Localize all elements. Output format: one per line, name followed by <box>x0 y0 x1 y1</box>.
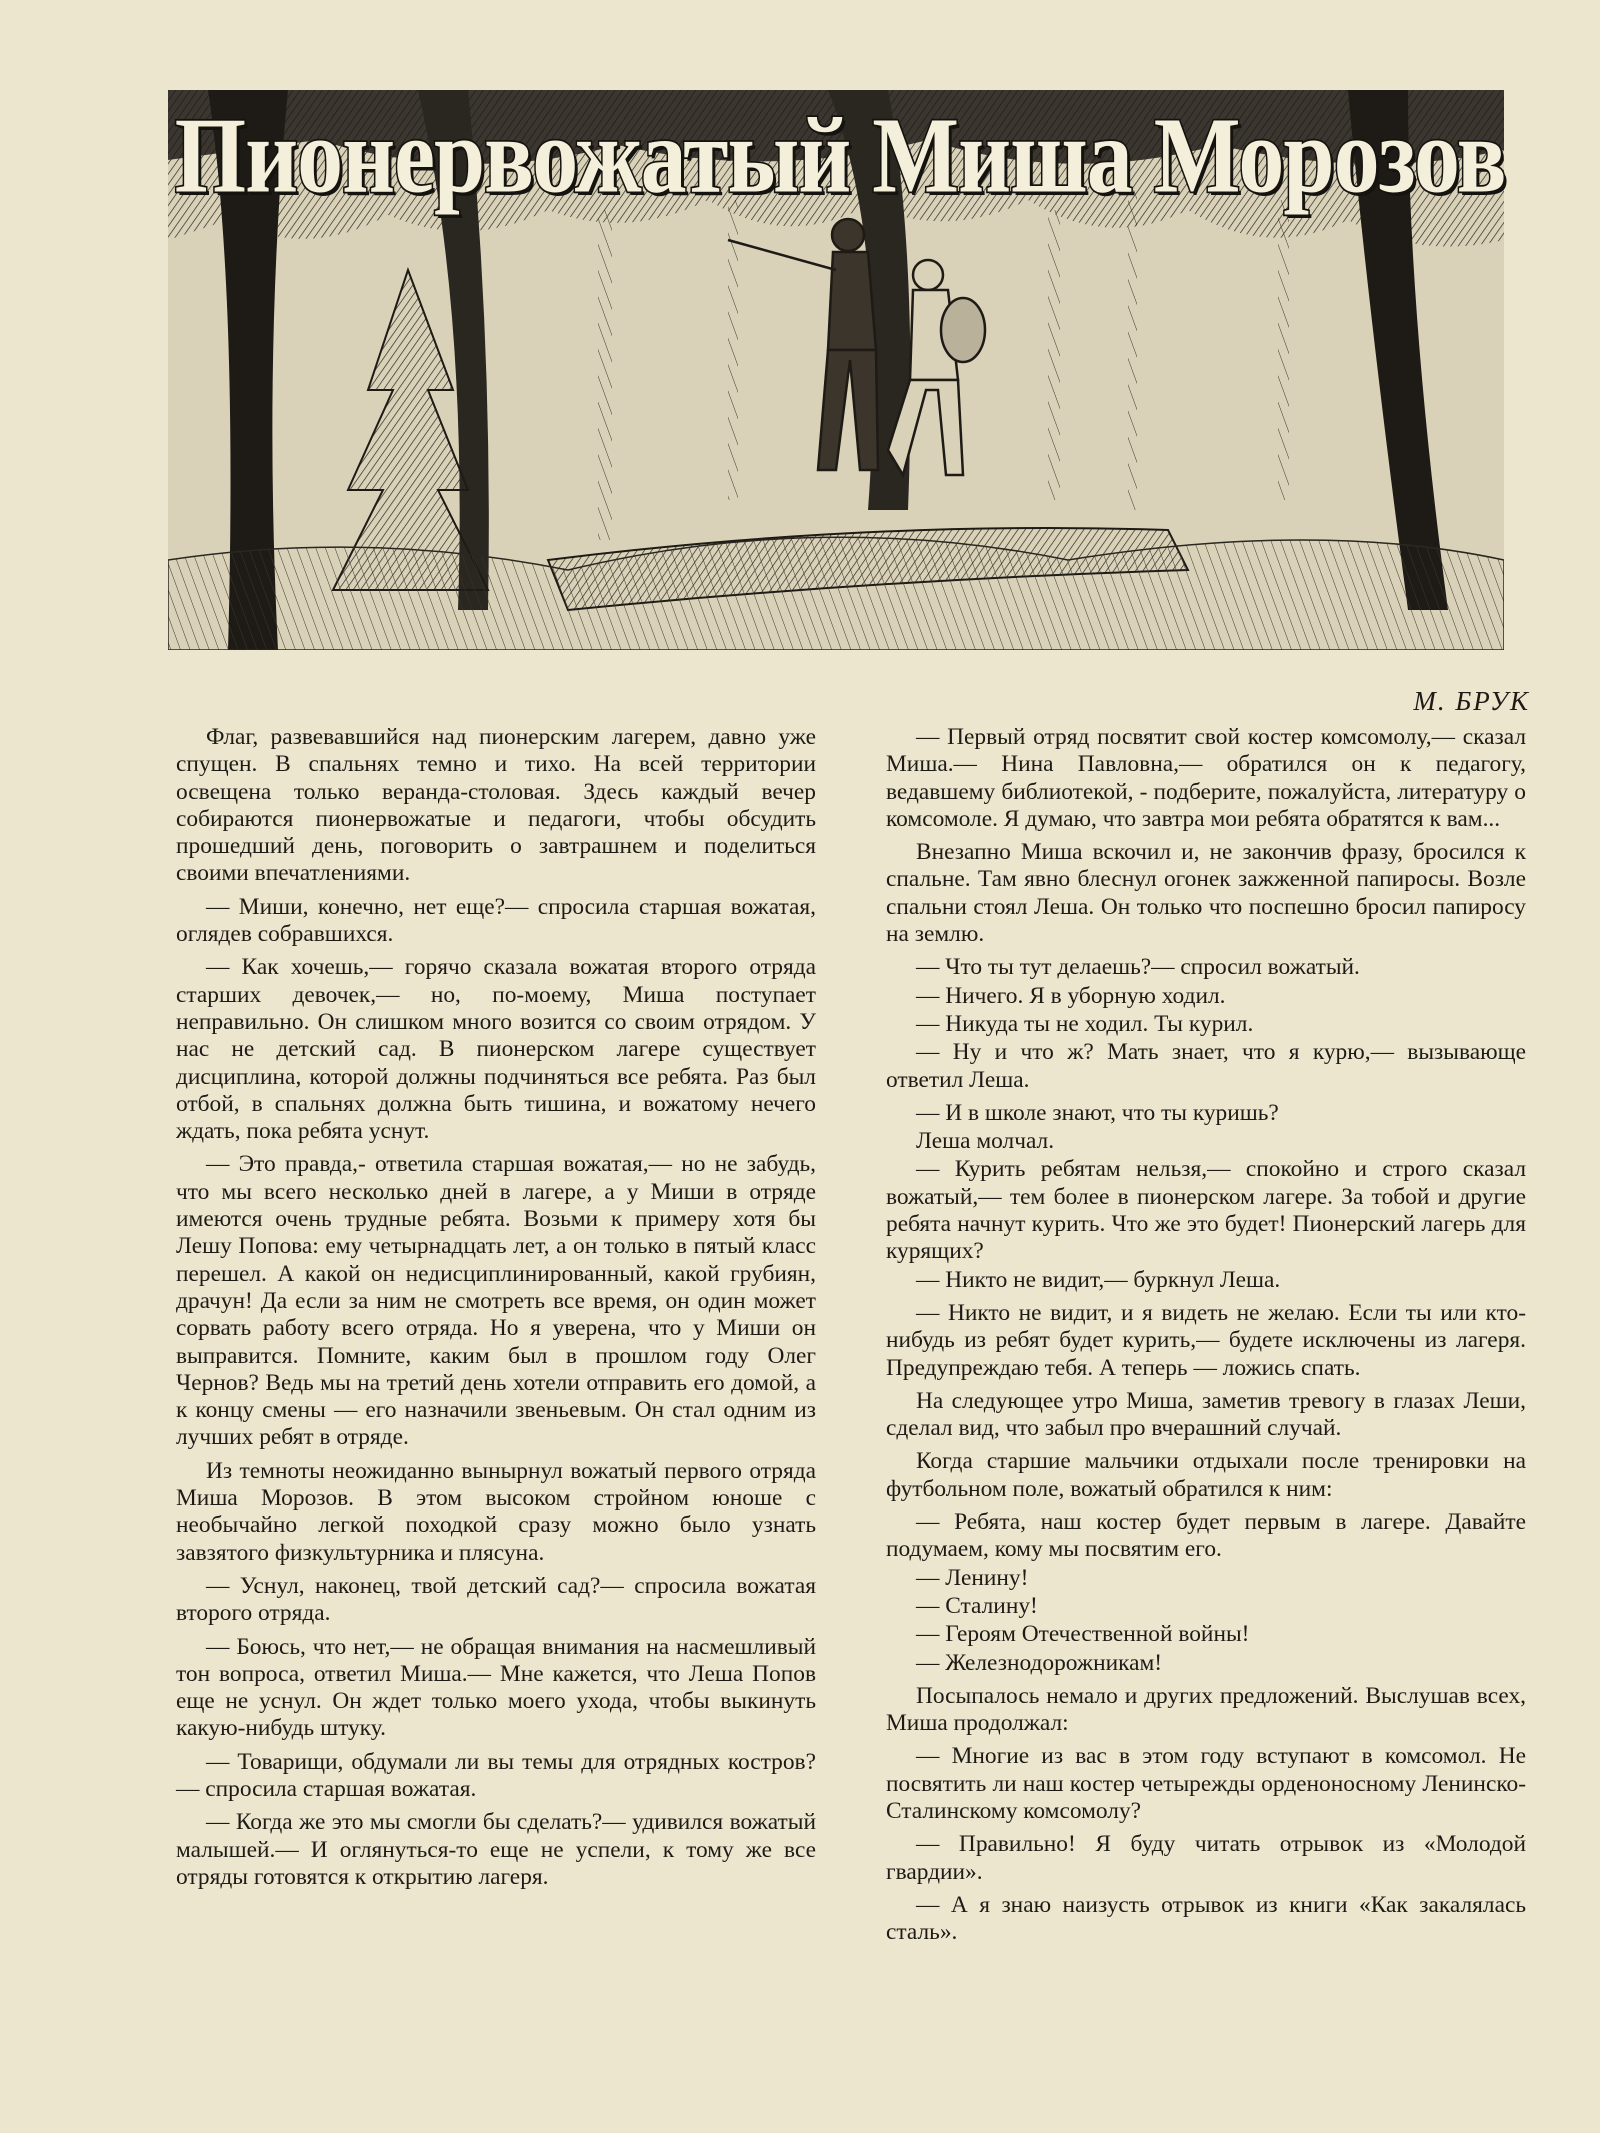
author-byline: М. БРУК <box>1413 686 1530 716</box>
paragraph: Флаг, развевавшийся над пионерским лагерем, давно уже спущен. В спальнях темно и тихо. На всей территории освещена только веранда-столовая. Здесь каждый вечер собираются пионервожатые и педагоги, чтобы обсудить прошедший день, поговорить о завтрашнем и поделиться своими впечатлениями. <box>176 724 816 887</box>
paragraph: — А я знаю наизусть отрывок из книги «Как закалялась сталь». <box>886 1891 1526 1946</box>
paragraph: — Никто не видит, и я видеть не желаю. Если ты или кто-нибудь из ребят будет курить,— будете исключены из лагеря. Предупреждаю тебя. А теперь — ложись спать. <box>886 1299 1526 1381</box>
paragraph: — Сталину! <box>916 1592 1038 1619</box>
paragraph: — Курить ребятам нельзя,— спокойно и строго сказал вожатый,— тем более в пионерском лагере. За тобой и другие ребята начнут курить. Что же это будет! Пионерский лагерь для курящих? <box>886 1156 1526 1265</box>
paragraph: — Миши, конечно, нет еще?— спросила старшая вожатая, оглядев собравшихся. <box>176 893 816 948</box>
paragraph: — Ребята, наш костер будет первым в лагере. Давайте подумаем, кому мы посвятим его. <box>886 1509 1526 1563</box>
paragraph: Леша молчал. <box>916 1128 1055 1155</box>
paragraph: — Никто не видит,— буркнул Леша. <box>916 1266 1281 1293</box>
paragraph: — Правильно! Я буду читать отрывок из «Молодой гвардии». <box>886 1831 1526 1885</box>
paragraph: — Что ты тут делаешь?— спросил вожатый. <box>916 954 1360 981</box>
paragraph: — Уснул, наконец, твой детский сад?— спросила вожатая второго отряда. <box>176 1572 816 1627</box>
paragraph: — Железнодорожникам! <box>916 1649 1163 1676</box>
paragraph: — Это правда,- ответила старшая вожатая,— но не забудь, что мы всего несколько дней в лагере, а у Миши в отряде имеются очень трудные ребята. Возьми к примеру хотя бы Лешу Попова: ему четырнадцать лет, а он только в пятый класс перешел. А какой он недисциплинированный, какой грубиян, драчун! Да если за ним не смотреть все время, он один может сорвать работу всего отряда. Но я уверена, что у Миши он выправится. Помните, каким был в прошлом году Олег Чернов? Ведь мы на третий день хотели отправить его домой, а к концу смены — его назначили звеньевым. Он стал одним из лучших ребят в отряде. <box>176 1151 816 1451</box>
paragraph: — Ленину! <box>916 1564 1029 1591</box>
paragraph: — Никуда ты не ходил. Ты курил. <box>916 1010 1254 1037</box>
paragraph: — Ну и что ж? Мать знает, что я курю,— вызывающе ответил Леша. <box>886 1039 1526 1093</box>
paragraph: — И в школе знают, что ты куришь? <box>916 1099 1279 1126</box>
right-column <box>886 724 1526 1952</box>
paragraph: Из темноты неожиданно вынырнул вожатый первого отряда Миша Морозов. В этом высоком стройном юноше с необычайно легкой походкой сразу можно было узнать завзятого физкультурника и плясуна. <box>176 1457 816 1566</box>
left-column <box>176 724 816 1897</box>
paragraph: Внезапно Миша вскочил и, не закончив фразу, бросился к спальне. Там явно блеснул огонек зажженной папиросы. Возле спальни стоял Леша. Он только что поспешно бросил папиросу на землю. <box>886 839 1526 948</box>
article-title: Пионервожатый Миша Морозов <box>174 94 1506 216</box>
paragraph: — Как хочешь,— горячо сказала вожатая второго отряда старших девочек,— но, по-моему, Миша поступает неправильно. Он слишком много возится со своим отрядом. У нас не детский сад. В пионерском лагере существует дисциплина, которой должны подчиняться все ребята. Раз был отбой, в спальнях должна быть тишина, и вожатому нечего ждать, пока ребята уснут. <box>176 954 816 1145</box>
paragraph: — Первый отряд посвятит свой костер комсомолу,— сказал Миша.— Нина Павловна,— обратился он к педагогу, ведавшему библиотекой, - подберите, пожалуйста, литературу о комсомоле. Я думаю, что завтра мои ребята обратятся к вам... <box>886 724 1526 832</box>
paragraph: Когда старшие мальчики отдыхали после тренировки на футбольном поле, вожатый обратился к ним: <box>886 1448 1526 1502</box>
paragraph: — Товарищи, обдумали ли вы темы для отрядных костров?— спросила старшая вожатая. <box>176 1748 816 1802</box>
paragraph: На следующее утро Миша, заметив тревогу в глазах Леши, сделал вид, что забыл про вчерашний случай. <box>886 1387 1526 1442</box>
paragraph: — Боюсь, что нет,— не обращая внимания на насмешливый тон вопроса, ответил Миша.— Мне кажется, что Леша Попов еще не уснул. Он ждет только моего ухода, чтобы выкинуть какую-нибудь штуку. <box>176 1633 816 1742</box>
paragraph: Посыпалось немало и других предложений. Выслушав всех, Миша продолжал: <box>886 1682 1526 1737</box>
paragraph: — Ничего. Я в уборную ходил. <box>916 982 1226 1009</box>
paragraph: — Когда же это мы смогли бы сделать?— удивился вожатый малышей.— И оглянуться-то еще не успели, к тому же все отряды готовятся к открытию лагеря. <box>176 1809 816 1890</box>
paragraph: — Героям Отечественной войны! <box>916 1621 1250 1648</box>
paragraph: — Многие из вас в этом году вступают в комсомол. Не посвятить ли наш костер четырежды орденоносному Ленинско-Сталинскому комсомолу? <box>886 1743 1526 1824</box>
